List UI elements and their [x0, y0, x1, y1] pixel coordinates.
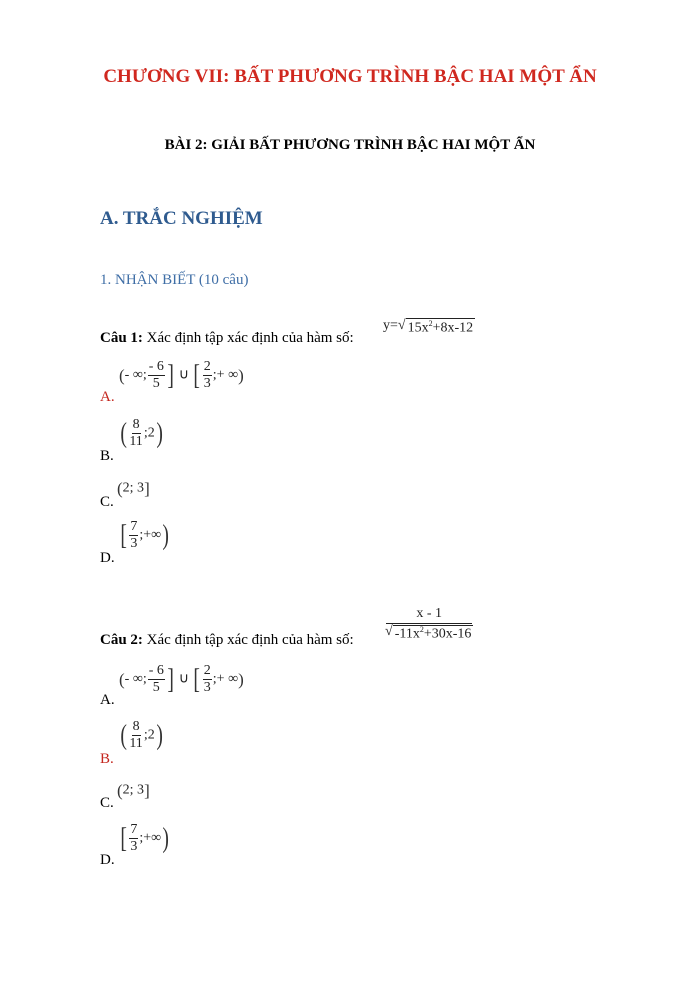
- fraction-numerator: 8: [132, 719, 140, 734]
- option-a-letter: A.: [100, 389, 115, 405]
- fraction-denominator: 11: [129, 434, 143, 449]
- option-d-interval: [ $\frac{7}{3}$ ;+∞): [120, 519, 170, 551]
- interval-values: 2; 3: [122, 782, 145, 798]
- fraction-numerator: 7: [130, 822, 138, 837]
- option-a-interval: (- ∞; $\frac{- 6}{5}$ ] ∪ [ $\frac{2}{3}$ ;+ ∞): [119, 359, 244, 391]
- radicand: -11x: [394, 626, 420, 642]
- option-c-letter: C.: [100, 494, 114, 510]
- option-a-interval: (- ∞; $\frac{- 6}{5}$ ] ∪ [ $\frac{2}{3}$ ;+ ∞): [119, 663, 244, 695]
- option-c-letter: C.: [100, 795, 114, 811]
- fraction-denominator: 11: [129, 736, 143, 751]
- fraction-numerator: 2: [203, 663, 211, 678]
- question-text: Xác định tập xác định của hàm số:: [146, 330, 354, 346]
- interval-left: - ∞;: [124, 367, 147, 383]
- option-a-letter: A.: [100, 692, 115, 708]
- interval-right: ;2: [143, 727, 155, 743]
- option-b-interval: ( $\frac{8}{11}$ ;2): [120, 417, 163, 449]
- fraction-denominator: 3: [203, 680, 211, 695]
- option-d-letter: D.: [100, 550, 115, 566]
- question-1: [100, 330, 354, 347]
- option-b-letter: B.: [100, 751, 114, 767]
- option-b-interval: ( $\frac{8}{11}$ ;2): [120, 719, 163, 751]
- fraction-denominator: 3: [130, 536, 138, 551]
- fraction-numerator: x - 1: [386, 607, 472, 624]
- question-2-formula: [384, 607, 474, 642]
- question-1-formula: [383, 318, 475, 337]
- exponent: 2: [419, 625, 424, 634]
- fraction-numerator: 7: [130, 519, 138, 534]
- fraction-numerator: - 6: [148, 663, 164, 678]
- interval-right: ;+∞: [139, 527, 162, 543]
- exponent: 2: [428, 319, 433, 328]
- fraction-numerator: 8: [132, 417, 140, 432]
- fraction-denominator: 5: [152, 680, 160, 695]
- interval-right: ;+ ∞: [212, 671, 239, 687]
- fraction-numerator: - 6: [148, 359, 164, 374]
- radicand: 15x: [407, 320, 429, 336]
- sqrt-symbol: √ $15x^2+8x-12$: [397, 318, 474, 336]
- radicand-rest: +8x-12: [432, 320, 474, 336]
- option-c-interval: (2; 3]: [117, 479, 150, 498]
- interval-left: - ∞;: [124, 671, 147, 687]
- interval-right: ;+ ∞: [212, 367, 239, 383]
- sqrt-symbol: √ $-11x^2+30x-16$: [385, 624, 472, 642]
- interval-right: ;+∞: [139, 830, 162, 846]
- formula-lhs: y=: [383, 318, 398, 333]
- option-b-letter: B.: [100, 448, 114, 464]
- subsection-heading: 1. NHẬN BIẾT (10 câu): [100, 272, 249, 288]
- fraction-denominator: 5: [152, 376, 160, 391]
- fraction-denominator: 3: [203, 376, 211, 391]
- question-label: Câu 2:: [100, 632, 143, 648]
- fraction-numerator: 2: [203, 359, 211, 374]
- lesson-title: BÀI 2: GIẢI BẤT PHƯƠNG TRÌNH BẬC HAI MỘT ẨN: [164, 137, 536, 153]
- fraction-denominator: 3: [130, 839, 138, 854]
- interval-right: ;2: [143, 425, 155, 441]
- chapter-title: CHƯƠNG VII: BẤT PHƯƠNG TRÌNH BẬC HAI MỘT ẨN: [103, 66, 597, 87]
- interval-values: 2; 3: [122, 480, 145, 496]
- question-label: Câu 1:: [100, 330, 143, 346]
- section-heading: A. TRẮC NGHIỆM: [100, 208, 263, 229]
- option-c-interval: (2; 3]: [117, 781, 150, 800]
- question-2: [100, 632, 354, 649]
- question-text: Xác định tập xác định của hàm số:: [146, 632, 354, 648]
- option-d-interval: [ $\frac{7}{3}$ ;+∞): [120, 822, 170, 854]
- option-d-letter: D.: [100, 852, 115, 868]
- union-symbol: ∪: [178, 367, 189, 383]
- radicand-rest: +30x-16: [423, 626, 472, 642]
- union-symbol: ∪: [178, 671, 189, 687]
